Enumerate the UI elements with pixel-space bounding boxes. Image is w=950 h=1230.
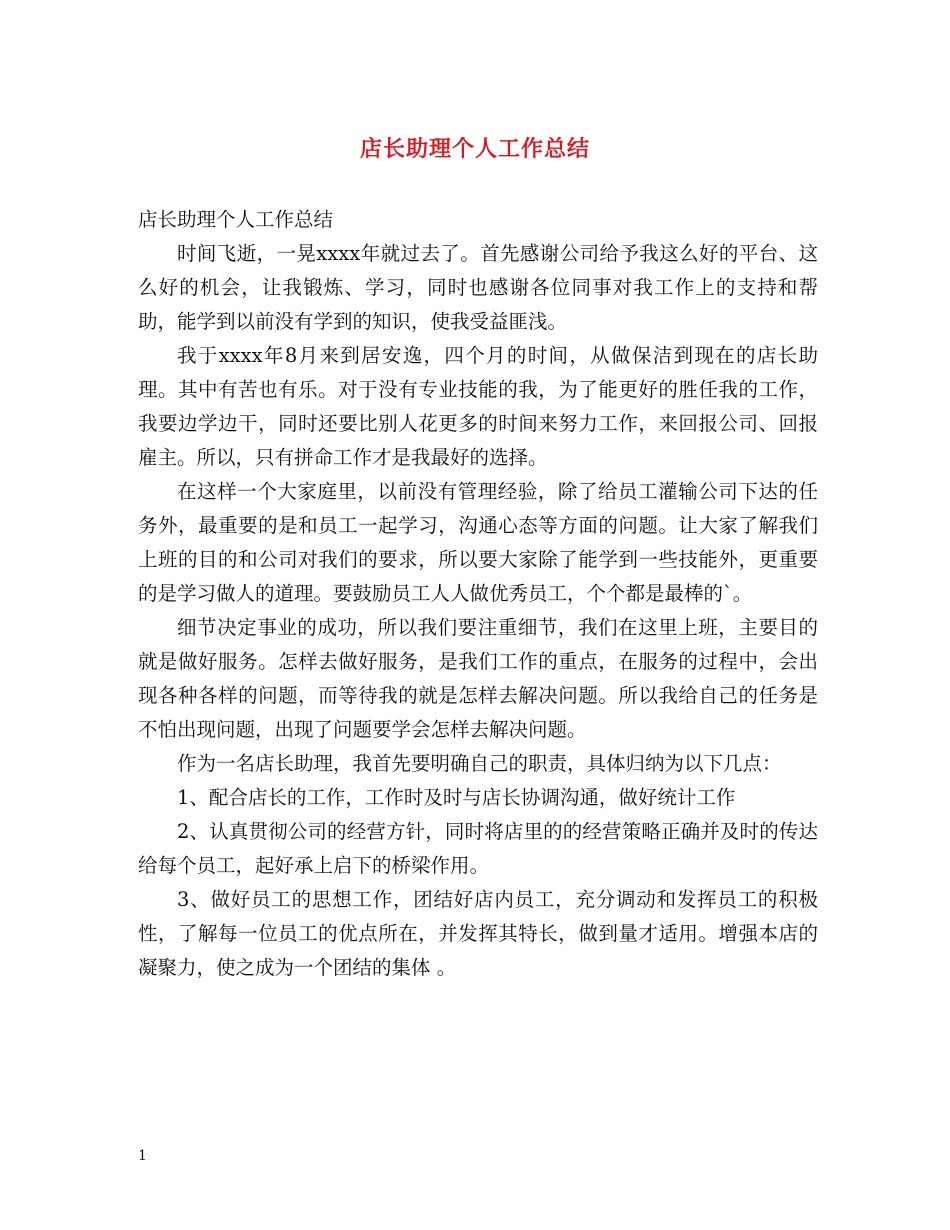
list-item-duty-2: 2、认真贯彻公司的经营方针，同时将店里的的经营策略正确并及时的传达给每个员工，起好承上启下的桥梁作用。	[138, 820, 818, 877]
document-subtitle: 店长助理个人工作总结	[138, 208, 334, 231]
paragraph-background: 我于xxxx年8月来到居安逸，四个月的时间，从做保洁到现在的店长助理。其中有苦也有乐。对于没有专业技能的我，为了能更好的胜任我的工作，我要边学边干，同时还要比别人花更多的时间来努力工作，来回报公司、回报雇主。所以，只有拼命工作才是我最好的选择。	[138, 344, 818, 469]
paragraph-duties-intro: 作为一名店长助理，我首先要明确自己的职责，具体归纳为以下几点：	[177, 752, 782, 775]
list-item-duty-1: 1、配合店长的工作，工作时及时与店长协调沟通，做好统计工作	[177, 786, 736, 809]
page-number: 1	[138, 1148, 147, 1164]
paragraph-team: 在这样一个大家庭里，以前没有管理经验，除了给员工灌输公司下达的任务外，最重要的是和员工一起学习，沟通心态等方面的问题。让大家了解我们上班的目的和公司对我们的要求，所以要大家除了能学到一些技能外，更重要的是学习做人的道理。要鼓励员工人人做优秀员工，个个都是最棒的`。	[138, 480, 818, 605]
paragraph-details: 细节决定事业的成功，所以我们要注重细节，我们在这里上班，主要目的就是做好服务。怎样去做好服务，是我们工作的重点，在服务的过程中，会出现各种各样的问题，而等待我的就是怎样去解决问题。所以我给自己的任务是不怕出现问题，出现了问题要学会怎样去解决问题。	[138, 616, 818, 741]
document-title: 店长助理个人工作总结	[359, 136, 590, 162]
paragraph-intro: 时间飞逝，一晃xxxx年就过去了。首先感谢公司给予我这么好的平台、这么好的机会，让我锻炼、学习，同时也感谢各位同事对我工作上的支持和帮助，能学到以前没有学到的知识，使我受益匪浅。	[138, 242, 818, 333]
list-item-duty-3: 3、做好员工的思想工作，团结好店内员工，充分调动和发挥员工的积极性，了解每一位员工的优点所在，并发挥其特长，做到量才适用。增强本店的凝聚力，使之成为一个团结的集体 。	[138, 888, 818, 979]
document-body	[138, 203, 818, 985]
